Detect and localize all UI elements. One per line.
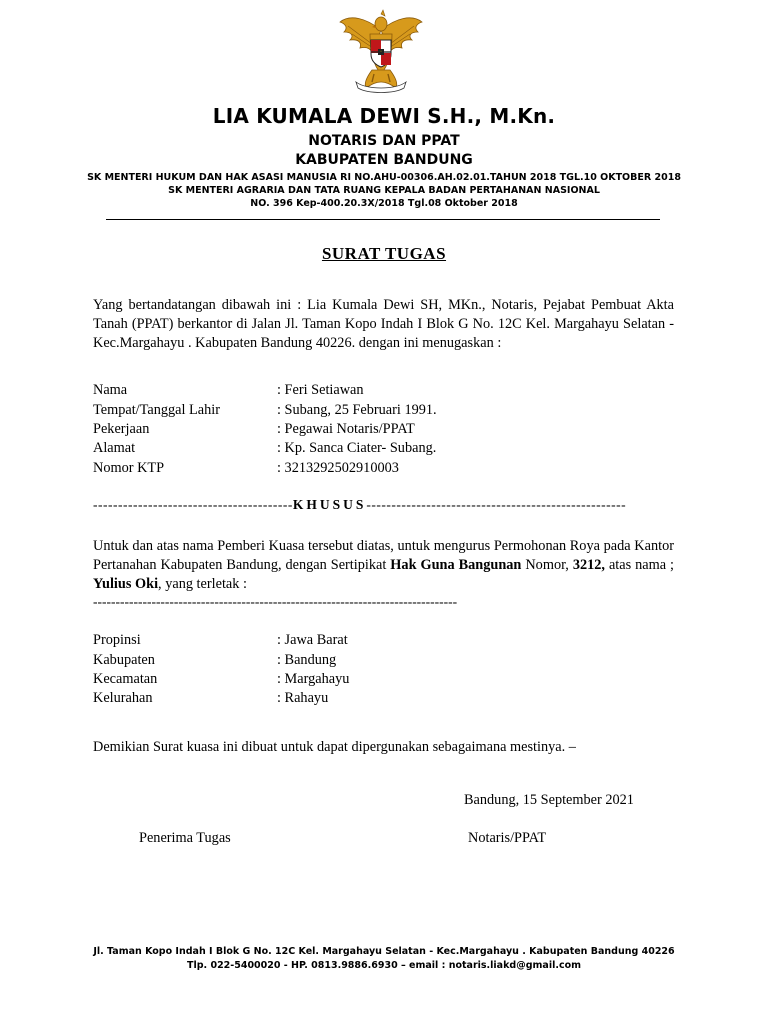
purpose-text: atas nama ; (604, 557, 675, 573)
detail-value: : Pegawai Notaris/PPAT (277, 421, 415, 437)
location-value: : Margahayu (277, 671, 350, 687)
detail-row-alamat (93, 439, 693, 458)
purpose-paragraph (93, 537, 674, 594)
location-label: Kabupaten (93, 652, 155, 668)
khusus-divider (93, 497, 626, 513)
intro-paragraph: Yang bertandatangan dibawah ini : Lia Kumala Dewi SH, MKn., Notaris, Pejabat Pembuat Akta Tanah (PPAT) berkantor di Jalan Jl. Taman Kopo Indah I Blok G No. 12C Kel. Margahayu Selatan - Kec.Margahayu . Kabupaten Bandung 40226. dengan ini menugaskan : (93, 297, 674, 351)
khusus-dashes-right: ---------------------------------------------------- (366, 497, 627, 512)
detail-row-nama (93, 381, 693, 400)
notary-name: LIA KUMALA DEWI S.H., M.Kn. (212, 104, 556, 128)
sk-line: NO. 396 Kep-400.20.3X/2018 Tgl.08 Oktober 2018 (250, 198, 518, 209)
location-label: Propinsi (93, 632, 141, 648)
notary-role: NOTARIS DAN PPAT (308, 133, 460, 149)
detail-label: Nomor KTP (93, 460, 165, 476)
detail-value: : Subang, 25 Februari 1991. (277, 402, 437, 418)
closing-statement: Demikian Surat kuasa ini dibuat untuk dapat dipergunakan sebagaimana mestinya. – (93, 739, 576, 755)
notary-region: KABUPATEN BANDUNG (295, 152, 473, 168)
detail-value: : Feri Setiawan (277, 382, 364, 398)
location-label: Kecamatan (93, 671, 158, 687)
purpose-text: , yang terletak : (158, 576, 247, 592)
detail-value: : Kp. Sanca Ciater- Subang. (277, 440, 437, 456)
location-row-kabupaten (93, 651, 693, 670)
certificate-number: 3212, (572, 557, 605, 573)
document-title: SURAT TUGAS (321, 244, 447, 263)
detail-row-pekerjaan (93, 420, 693, 439)
purpose-text: Nomor, (521, 557, 573, 573)
detail-label: Tempat/Tanggal Lahir (93, 402, 221, 418)
signature-label-recipient: Penerima Tugas (139, 830, 231, 846)
location-value: : Bandung (277, 652, 337, 668)
detail-label: Pekerjaan (93, 421, 150, 437)
detail-row-ttl (93, 401, 693, 420)
location-row-kelurahan (93, 689, 693, 708)
detail-row-ktp (93, 459, 693, 478)
detail-label: Alamat (93, 440, 136, 456)
separator-dashes: --------------------------------------------------------------------------------- (93, 594, 458, 609)
garuda-pancasila-emblem-icon (336, 8, 426, 96)
owner-name: Yulius Oki (93, 576, 159, 592)
header-divider (106, 219, 660, 220)
location-value: : Jawa Barat (277, 632, 348, 648)
footer-contact: Tlp. 022-5400020 - HP. 0813.9886.6930 – email : notaris.liakd@gmail.com (187, 960, 581, 971)
khusus-dashes-left: ---------------------------------------- (93, 497, 293, 512)
footer-address: Jl. Taman Kopo Indah I Blok G No. 12C Kel. Margahayu Selatan - Kec.Margahayu . Kabupaten Bandung 40226 (93, 946, 675, 957)
sk-line: SK MENTERI AGRARIA DAN TATA RUANG KEPALA BADAN PERTAHANAN NASIONAL (168, 185, 600, 196)
detail-value: : 3213292502910003 (277, 460, 399, 476)
location-row-kecamatan (93, 670, 693, 689)
khusus-label: KHUSUS (292, 497, 367, 512)
purpose-text: Untuk dan atas nama Pemberi Kuasa tersebut diatas, untuk mengurus Permohonan Roya pada Kantor Pertanahan Kabupaten Bandung, dengan Sertipikat (93, 538, 674, 573)
location-row-propinsi (93, 631, 693, 650)
certificate-type: Hak Guna Bangunan (390, 557, 522, 573)
detail-label: Nama (93, 382, 128, 398)
location-value: : Rahayu (277, 690, 329, 706)
location-label: Kelurahan (93, 690, 153, 706)
sk-line: SK MENTERI HUKUM DAN HAK ASASI MANUSIA RI NO.AHU-00306.AH.02.01.TAHUN 2018 TGL.10 OKTOBER 2018 (87, 172, 681, 183)
signature-label-notary: Notaris/PPAT (468, 830, 547, 846)
place-date: Bandung, 15 September 2021 (464, 792, 634, 808)
